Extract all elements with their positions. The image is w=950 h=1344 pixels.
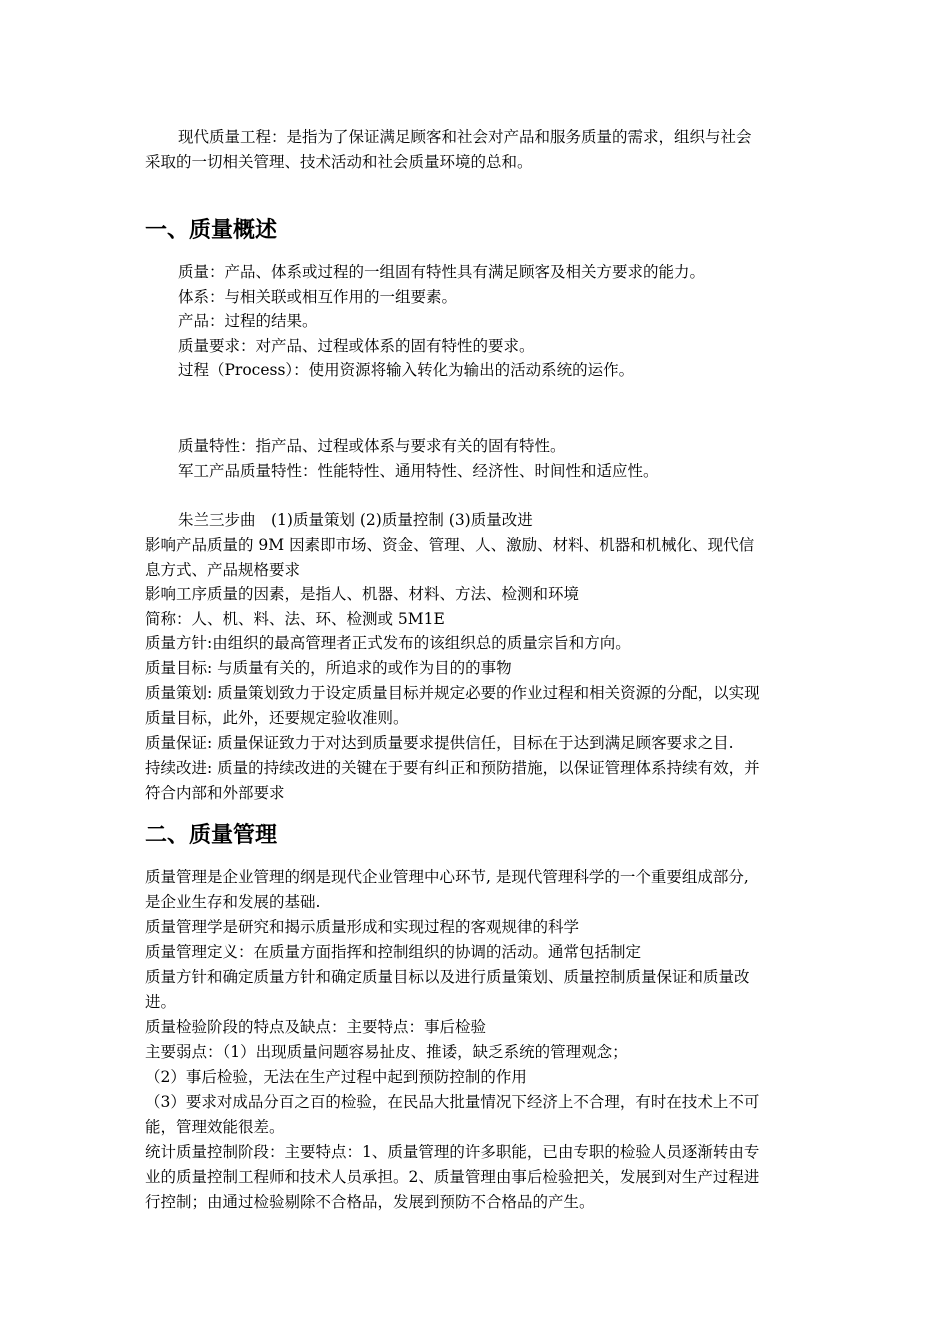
definition-product: 产品：过程的结果。 bbox=[178, 312, 318, 330]
definition-system: 体系：与相关联或相互作用的一组要素。 bbox=[178, 288, 458, 306]
section2-line: 质量管理定义：在质量方面指挥和控制组织的协调的活动。通常包括制定 bbox=[145, 943, 642, 961]
military-quality-characteristic: 军工产品质量特性：性能特性、通用特性、经济性、时间性和适应性。 bbox=[178, 462, 659, 480]
section1-line: 质量目标，此外，还要规定验收准则。 bbox=[145, 709, 409, 727]
section2-line: 主要弱点：（1）出现质量问题容易扯皮、推诿，缺乏系统的管理观念； bbox=[145, 1043, 628, 1061]
section1-heading: 一、质量概述 bbox=[145, 218, 278, 243]
intro-line-1: 现代质量工程：是指为了保证满足顾客和社会对产品和服务质量的需求，组织与社会 bbox=[178, 128, 752, 146]
section2-line: （2）事后检验，无法在生产过程中起到预防控制的作用 bbox=[145, 1068, 527, 1086]
section2-line: 质量检验阶段的特点及缺点：主要特点：事后检验 bbox=[145, 1018, 487, 1036]
section2-line: （3）要求对成品分百之百的检验，在民品大批量情况下经济上不合理，有时在技术上不可 bbox=[145, 1093, 760, 1111]
section1-line: 符合内部和外部要求 bbox=[145, 784, 285, 802]
section1-line: 持续改进: 质量的持续改进的关键在于要有纠正和预防措施，以保证管理体系持续有效，并 bbox=[145, 759, 760, 777]
section1-line: 息方式、产品规格要求 bbox=[145, 561, 301, 579]
section1-line: 影响产品质量的 9M 因素即市场、资金、管理、人、激励、材料、机器和机械化、现代信 bbox=[145, 536, 755, 554]
section2-line: 统计质量控制阶段：主要特点：1、质量管理的许多职能，已由专职的检验人员逐渐转由专 bbox=[145, 1143, 760, 1161]
section1-line: 影响工序质量的因素，是指人、机器、材料、方法、检测和环境 bbox=[145, 585, 580, 603]
section2-line: 进。 bbox=[145, 993, 177, 1011]
intro-line-2: 采取的一切相关管理、技术活动和社会质量环境的总和。 bbox=[145, 153, 533, 171]
section2-line: 行控制；由通过检验剔除不合格品，发展到预防不合格品的产生。 bbox=[145, 1193, 595, 1211]
section2-line: 是企业生存和发展的基础. bbox=[145, 893, 321, 911]
section2-line: 质量方针和确定质量方针和确定质量目标以及进行质量策划、质量控制质量保证和质量改 bbox=[145, 968, 750, 986]
section2-line: 能，管理效能很差。 bbox=[145, 1118, 285, 1136]
quality-characteristic: 质量特性：指产品、过程或体系与要求有关的固有特性。 bbox=[178, 437, 566, 455]
juran-trilogy: 朱兰三步曲 (1)质量策划 (2)质量控制 (3)质量改进 bbox=[178, 511, 533, 529]
section2-heading: 二、质量管理 bbox=[145, 823, 278, 848]
section1-line: 质量方针:由组织的最高管理者正式发布的该组织总的质量宗旨和方向。 bbox=[145, 634, 631, 652]
section1-line: 简称：人、机、料、法、环、检测或 5M1E bbox=[145, 610, 445, 628]
section1-line: 质量目标: 与质量有关的，所追求的或作为目的的事物 bbox=[145, 659, 512, 677]
section2-line: 质量管理学是研究和揭示质量形成和实现过程的客观规律的科学 bbox=[145, 918, 580, 936]
section2-line: 质量管理是企业管理的纲是现代企业管理中心环节, 是现代管理科学的一个重要组成部分, bbox=[145, 868, 749, 886]
section2-line: 业的质量控制工程师和技术人员承担。2、质量管理由事后检验把关，发展到对生产过程进 bbox=[145, 1168, 760, 1186]
definition-requirement: 质量要求：对产品、过程或体系的固有特性的要求。 bbox=[178, 337, 535, 355]
section1-line: 质量保证: 质量保证致力于对达到质量要求提供信任，目标在于达到满足顾客要求之目. bbox=[145, 734, 734, 752]
definition-quality: 质量：产品、体系或过程的一组固有特性具有满足顾客及相关方要求的能力。 bbox=[178, 263, 706, 281]
section1-line: 质量策划: 质量策划致力于设定质量目标并规定必要的作业过程和相关资源的分配，以实现 bbox=[145, 684, 760, 702]
definition-process: 过程（Process）：使用资源将输入转化为输出的活动系统的运作。 bbox=[178, 361, 635, 379]
